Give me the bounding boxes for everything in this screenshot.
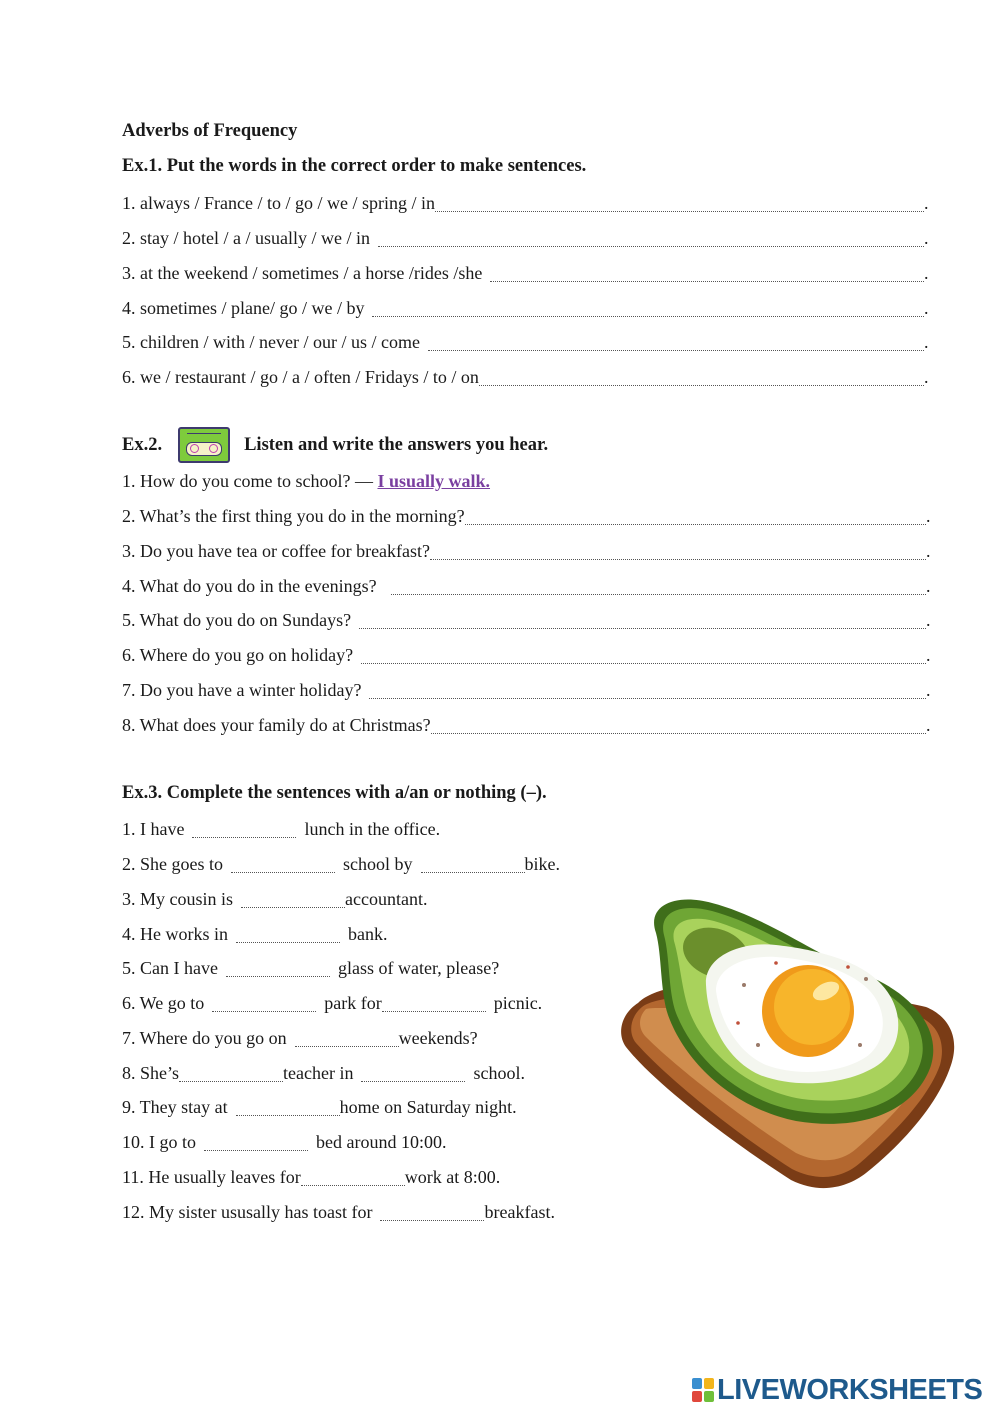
- answer-blank[interactable]: [391, 577, 926, 595]
- ex3-item-5: 5. Can I have glass of water, please?: [122, 958, 500, 978]
- ex1-item-4: 4. sometimes / plane/ go / we / by .: [122, 298, 929, 318]
- answer-blank[interactable]: [428, 333, 924, 351]
- answer-blank[interactable]: [361, 646, 926, 664]
- ex2-item-5: 5. What do you do on Sundays? .: [122, 610, 931, 630]
- answer-blank[interactable]: [421, 855, 525, 873]
- ex2-item-3: 3. Do you have tea or coffee for breakfast? .: [122, 541, 931, 561]
- answer-blank[interactable]: [301, 1168, 405, 1186]
- avocado-egg-toast-illustration: [616, 895, 956, 1191]
- ex2-item-8: 8. What does your family do at Christmas? .: [122, 715, 931, 735]
- ex3-item-3: 3. My cousin is accountant.: [122, 889, 428, 909]
- ex3-heading: Ex.3. Complete the sentences with a/an or nothing (–).: [122, 783, 547, 803]
- ex1-item-2: 2. stay / hotel / a / usually / we / in .: [122, 228, 929, 248]
- ex1-item-6: 6. we / restaurant / go / a / often / Fridays / to / on .: [122, 367, 929, 387]
- answer-blank[interactable]: [231, 855, 335, 873]
- answer-blank[interactable]: [359, 611, 926, 629]
- answer-blank[interactable]: [295, 1029, 399, 1047]
- ex3-item-2: 2. She goes to school by bike.: [122, 854, 560, 874]
- answer-blank[interactable]: [192, 820, 296, 838]
- ex3-item-4: 4. He works in bank.: [122, 924, 388, 944]
- example-answer: I usually walk.: [377, 471, 491, 491]
- page-title: Adverbs of Frequency: [122, 121, 298, 141]
- ex3-item-1: 1. I have lunch in the office.: [122, 819, 441, 839]
- ex1-heading: Ex.1. Put the words in the correct order to make sentences.: [122, 156, 587, 176]
- answer-blank[interactable]: [431, 716, 926, 734]
- ex3-item-9: 9. They stay at home on Saturday night.: [122, 1097, 517, 1117]
- ex1-item-3: 3. at the weekend / sometimes / a horse /rides /she .: [122, 263, 929, 283]
- ex2-item-6: 6. Where do you go on holiday? .: [122, 645, 931, 665]
- answer-blank[interactable]: [236, 1098, 340, 1116]
- cassette-tape-icon[interactable]: [178, 427, 230, 463]
- brand-name: LIVEWORKSHEETS: [717, 1373, 983, 1406]
- answer-blank[interactable]: [465, 507, 926, 525]
- answer-blank[interactable]: [204, 1133, 308, 1151]
- answer-blank[interactable]: [179, 1064, 283, 1082]
- ex3-item-8: 8. She’s teacher in school.: [122, 1063, 525, 1083]
- answer-blank[interactable]: [369, 681, 926, 699]
- ex3-item-11: 11. He usually leaves for work at 8:00.: [122, 1167, 501, 1187]
- ex2-item-4: 4. What do you do in the evenings? .: [122, 576, 931, 596]
- liveworksheets-mark-icon: [692, 1378, 714, 1402]
- ex2-heading: Ex.2. Listen and write the answers you hear.: [122, 427, 548, 463]
- answer-blank[interactable]: [212, 994, 316, 1012]
- answer-blank[interactable]: [490, 264, 924, 282]
- answer-blank[interactable]: [479, 368, 924, 386]
- ex2-item-7: 7. Do you have a winter holiday? .: [122, 680, 931, 700]
- liveworksheets-logo: [692, 1372, 982, 1408]
- answer-blank[interactable]: [430, 542, 926, 560]
- answer-blank[interactable]: [372, 299, 924, 317]
- answer-blank[interactable]: [236, 925, 340, 943]
- ex3-item-10: 10. I go to bed around 10:00.: [122, 1132, 447, 1152]
- answer-blank[interactable]: [378, 229, 924, 247]
- ex3-item-12: 12. My sister ususally has toast for breakfast.: [122, 1202, 555, 1222]
- ex1-item-5: 5. children / with / never / our / us / come .: [122, 332, 929, 352]
- answer-blank[interactable]: [241, 890, 345, 908]
- ex2-item-2: 2. What’s the first thing you do in the morning? .: [122, 506, 931, 526]
- ex3-item-7: 7. Where do you go on weekends?: [122, 1028, 478, 1048]
- answer-blank[interactable]: [226, 959, 330, 977]
- ex2-item-1: 1. How do you come to school? — I usually walk.: [122, 471, 491, 491]
- answer-blank[interactable]: [435, 194, 924, 212]
- ex3-item-6: 6. We go to park for picnic.: [122, 993, 543, 1013]
- answer-blank[interactable]: [380, 1203, 484, 1221]
- ex1-item-1: 1. always / France / to / go / we / spring / in .: [122, 193, 929, 213]
- answer-blank[interactable]: [382, 994, 486, 1012]
- answer-blank[interactable]: [361, 1064, 465, 1082]
